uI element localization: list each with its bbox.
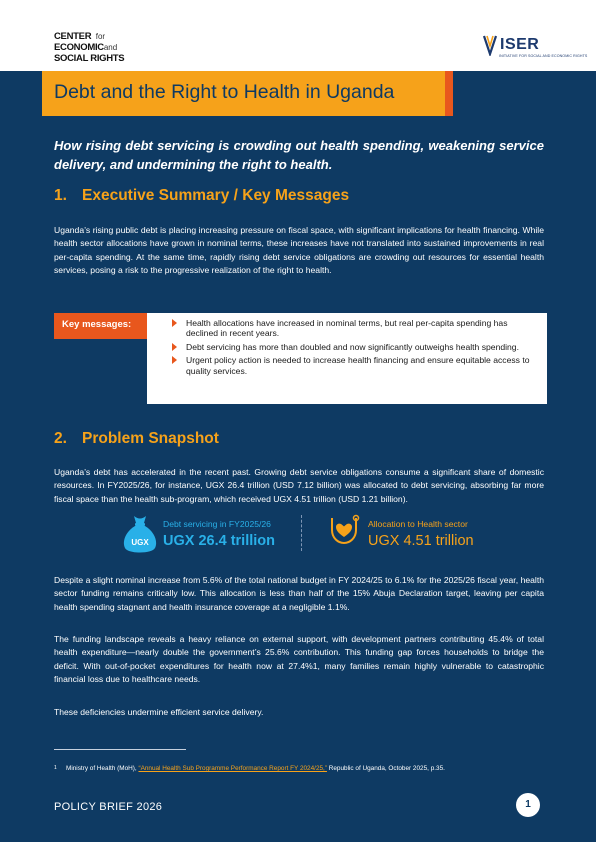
cesr-logo-line1-thin: for <box>95 32 106 41</box>
cesr-logo-line3: SOCIAL RIGHTS <box>54 53 125 64</box>
section2-heading <box>54 430 219 448</box>
cesr-logo-line1: CENTER <box>54 31 92 42</box>
key-messages-list <box>172 318 537 379</box>
section2-paragraph-4: These deficiencies undermine efficient service delivery. <box>54 707 264 717</box>
section1-number: 1. <box>54 187 67 204</box>
lede: How rising debt servicing is crowding out health spending, weakening service delivery, and undermining the right to health. <box>54 138 544 172</box>
key-message-item <box>172 342 537 352</box>
key-message-text: Health allocations have increased in nominal terms, but real per-capita spending has declined in recent years. <box>186 318 508 339</box>
debt-stat <box>118 512 288 556</box>
section1-title: Executive Summary / Key Messages <box>82 187 350 204</box>
section2-number: 2. <box>54 430 67 447</box>
footnote-source: Ministry of Health (MoH), <box>66 765 139 772</box>
iser-logo-name: ISER <box>500 36 540 53</box>
key-messages-label: Key messages: <box>54 313 147 339</box>
cesr-logo <box>54 30 124 63</box>
footnote-rule <box>54 749 186 750</box>
key-messages <box>54 313 547 404</box>
section2-paragraph-3: The funding landscape reveals a heavy reliance on external support, with development partners contributing 45.4% of total health expenditure—nearly double the government’s 25.6% contribution. This funding gap forces households to bridge the deficit. With out-of-pocket expenditures for health now at 27.4%1, many families remain highly vulnerable to catastrophic financial loss due to healthcare needs. <box>54 634 544 685</box>
heart-stethoscope-icon <box>328 514 360 550</box>
cesr-logo-line2-thin: and <box>103 43 118 52</box>
page-number: 1 <box>516 793 540 817</box>
health-stat-value: UGX 4.51 trillion <box>368 533 474 549</box>
section1-paragraph: Uganda’s rising public debt is placing increasing pressure on fiscal space, with significant implications for health financing. While health sector allocations have grown in nominal terms, these increases have not translated into sustained improvements in real per-capita spending. At the same time, rapidly rising debt service obligations are crowding out resources for essential health services, posing a risk to the progressive realization of the right to health. <box>54 225 544 276</box>
arrow-right-icon <box>172 319 177 327</box>
page-title: Debt and the Right to Health in Uganda <box>54 81 395 103</box>
debt-stat-label: Debt servicing in FY2025/26 <box>163 519 271 529</box>
arrow-right-icon <box>172 343 177 351</box>
money-bag-icon <box>118 512 162 556</box>
title-box <box>42 71 445 116</box>
arrow-right-icon <box>172 356 177 364</box>
section2-paragraph-1: Uganda’s debt has accelerated in the recent past. Growing debt service obligations consume a significant share of domestic resources. In FY2025/26, for instance, UGX 26.4 trillion (USD 7.12 billion) was allocated to debt servicing, absorbing far more fiscal space than the health sub-program, which received UGX 4.51 trillion (USD 1.21 billion). <box>54 467 544 504</box>
key-message-text: Urgent policy action is needed to increase health financing and ensure equitable access to quality services. <box>186 355 530 376</box>
health-stat-label: Allocation to Health sector <box>368 519 468 529</box>
footnote-report-link[interactable]: “Annual Health Sub Programme Performance Report FY 2024/25,” <box>138 765 327 772</box>
key-message-item <box>172 355 537 376</box>
iser-emblem-icon <box>482 34 498 56</box>
footer-label: POLICY BRIEF 2026 <box>54 801 163 813</box>
health-stat <box>328 512 498 556</box>
section2-paragraph-2: Despite a slight nominal increase from 5.6% of the total national budget in FY 2024/25 to 6.1% for the 2025/26 fiscal year, health sector funding remains critically low. This allocation is less than half of the 15% Abuja Declaration target, leaving per capita health spending stagnant and health insurance coverage at a negligible 1.1%. <box>54 575 544 612</box>
debt-stat-value: UGX 26.4 trillion <box>163 533 275 549</box>
section1-heading <box>54 187 349 205</box>
key-message-item <box>172 318 537 339</box>
footnote-marker: 1 <box>54 765 57 771</box>
iser-logo-tagline: INITIATIVE FOR SOCIAL AND ECONOMIC RIGHTS <box>499 54 588 58</box>
key-messages-box <box>147 313 547 404</box>
stats-divider <box>301 515 302 551</box>
footnote <box>54 765 554 772</box>
title-accent <box>445 71 453 116</box>
page-header <box>0 0 596 78</box>
money-bag-label: UGX <box>131 538 149 547</box>
section2-title: Problem Snapshot <box>82 430 219 447</box>
footnote-details: Republic of Uganda, October 2025, p.35. <box>326 765 445 772</box>
iser-logo <box>482 34 588 66</box>
key-message-text: Debt servicing has more than doubled and now significantly outweighs health spending. <box>186 341 519 352</box>
cesr-logo-line2: ECONOMIC <box>54 42 104 53</box>
